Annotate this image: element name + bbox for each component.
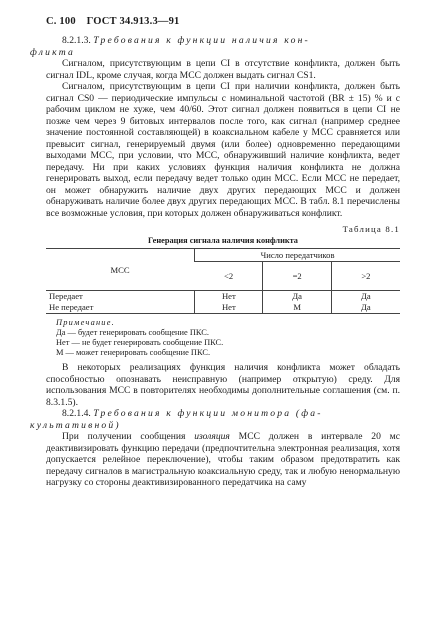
section-title-line1: Требования к функции монитора (фа- (93, 408, 323, 419)
table-row-label: Передает (49, 291, 83, 301)
notes-title: Примечание. (56, 318, 115, 327)
section-8-2-1-4-heading (30, 408, 400, 431)
table-cell: Да (331, 302, 400, 314)
table-notes (46, 318, 400, 358)
section-number: 8.2.1.3. (62, 35, 91, 46)
section-title-line2: культативной) (30, 419, 121, 431)
paragraph-idl: Сигналом, присутствующим в цепи CI в отсутствие конфликта, должен быть сигнал IDL, кроме случая, когда МСС должен выдать сигнал CS1. (46, 58, 400, 81)
collision-table (46, 248, 400, 314)
table-cell: Да (331, 291, 400, 303)
section-8-2-1-3-heading (30, 35, 400, 58)
table-cell: Да (263, 291, 331, 303)
paragraph-cs0: Сигналом, присутствующим в цепи CI при наличии конфликта, должен быть сигнал CS0 — периодические импульсы с номинальной частотой (BR ± 15) % и с рабочим циклом не хуже, чем 40/60. Этот сигнал должен появиться в цепи CI не позже чем через 9 битовых интервалов после того, как сигнал (например среднее значение постоянной составляющей) в коаксиальном кабеле у МСС сравняется или превысит сигнал, генерируемый двумя (или более) одновременно передающими выходами МСС, при условии, что МСС, обнаруживший наличие конфликта, ведет передачу. Ни при каких условиях функция наличия конфликта не должна генерировать выход, если передачу ведет только один МСС. Если МСС не передает, он может обнаружить наличие двух других передающих МСС и должен обнаруживать наличие более двух других передающих МСС. В табл. 8.1 перечислены все возможные условия, при которых должен обнаруживаться конфликт. (46, 81, 400, 219)
note-item: Нет — не будет генерировать сообщение ПКС. (56, 338, 224, 347)
note-item: М — может генерировать сообщение ПКС. (56, 348, 211, 357)
note-item: Да — будет генерировать сообщение ПКС. (56, 328, 209, 337)
table-row (46, 291, 400, 303)
isolation-text-start: При получении сообщения (62, 431, 195, 442)
table-header-col: <2 (195, 262, 263, 291)
table-cell: Нет (195, 291, 263, 303)
table-row (46, 302, 400, 314)
table-row-label: Не передает (46, 302, 195, 314)
table-header-group: Число передатчиков (195, 249, 400, 262)
table-cell: Нет (195, 302, 263, 314)
section-title-line1: Требования к функции наличия кон- (93, 35, 310, 46)
isolation-text-end: МСС должен в интервале 20 мс деактивизировать функцию передачи (предпочтительна электронная реализация, хотя допускается релейное переключение), чтобы таким образом предотвратить как передачу сигналов в магистральную коаксиальную среду, так и любую ненормальную нагрузку со стороны деактивизированного передатчика на саму (46, 431, 400, 488)
standard-code: ГОСТ 34.913.3—91 (86, 16, 180, 27)
table-label: Таблица 8.1 (342, 224, 400, 234)
page-number: С. 100 (46, 16, 76, 27)
table-header-col: =2 (263, 262, 331, 291)
page-header (46, 16, 400, 27)
isolation-term: изоляция (194, 431, 230, 442)
paragraph-faulty-medium: В некоторых реализациях функция наличия конфликта может обладать способностью опознавать неисправную (например открытую) среду. Для использования МСС в повторителях необходимы дополнительные соглашения (см. п. 8.3.1.5). (46, 362, 400, 408)
section-title-line2: фликта (30, 46, 75, 58)
table-header-mcc: МСС (46, 249, 195, 291)
section-number: 8.2.1.4. (62, 408, 91, 419)
table-title: Генерация сигнала наличия конфликта (148, 236, 298, 245)
table-cell: М (263, 302, 331, 314)
paragraph-isolation (46, 431, 400, 489)
table-header-col: >2 (331, 262, 400, 291)
